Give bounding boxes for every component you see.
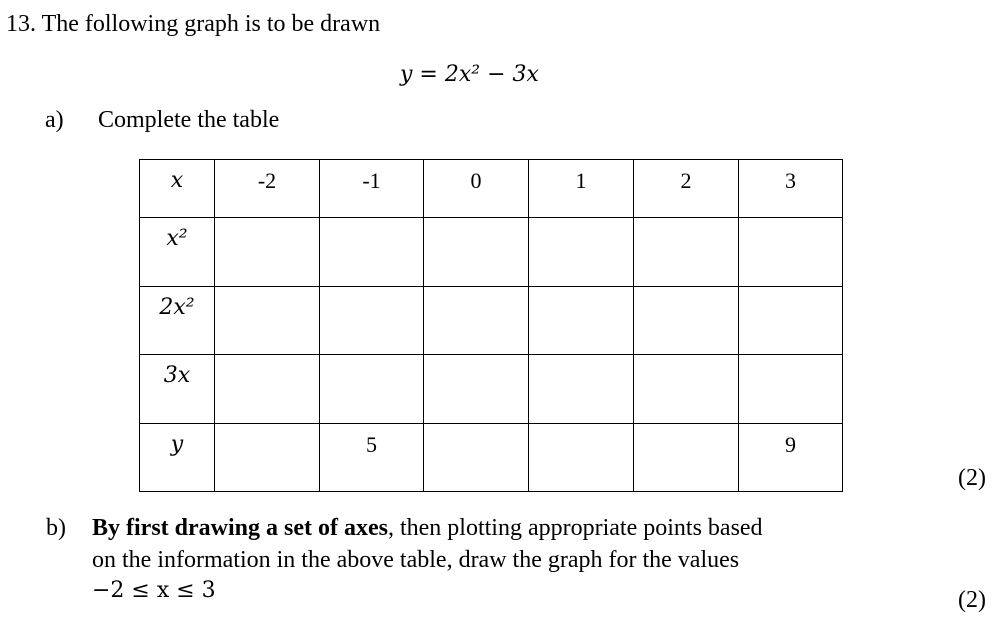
part-a-instruction: Complete the table [98,107,280,133]
question-heading: 13. The following graph is to be drawn [6,11,381,37]
table-cell [529,160,634,218]
table-body [140,160,843,492]
table-cell [320,424,424,492]
cell-value [320,218,423,226]
table-cell [634,287,739,355]
cell-value [634,218,738,226]
row-label-cell [140,287,215,355]
table-row [140,355,843,424]
table-row [140,424,843,492]
row-label-cell [140,424,215,492]
part-b-bold-text: By first drawing a set of axes [92,515,388,541]
equation: y = 2x² − 3x [400,62,539,87]
row-label-cell [140,218,215,287]
cell-value [634,287,738,295]
cell-value [215,287,319,295]
table-cell [634,160,739,218]
cell-value: 1 [575,168,587,193]
table-cell [424,287,529,355]
cell-value [529,218,633,226]
part-b-line-2: on the information in the above table, draw the graph for the values [92,547,740,573]
table-cell [424,355,529,424]
cell-value [529,355,633,363]
table-cell [424,160,529,218]
table-cell [529,287,634,355]
cell-value [215,218,319,226]
part-b-range: −2 ≤ x ≤ 3 [92,578,216,603]
table-row [140,287,843,355]
part-a-marks: (2) [958,465,986,491]
table-cell [215,160,320,218]
cell-value [739,218,842,226]
cell-value [215,355,319,363]
table-cell [739,218,843,287]
table-cell [634,424,739,492]
table-cell [320,218,424,287]
cell-value [424,287,528,295]
table-cell [529,355,634,424]
table-cell [215,355,320,424]
cell-value [424,218,528,226]
row-label: x² [166,226,188,251]
part-b-letter: b) [46,515,66,541]
cell-value: -1 [362,168,381,193]
cell-value [424,424,528,432]
cell-value: 3 [785,168,796,193]
table-row [140,218,843,287]
value-table [139,159,843,492]
table-cell [739,287,843,355]
table-cell [424,424,529,492]
cell-value: 5 [366,432,377,457]
table-row [140,160,843,218]
table-cell [739,355,843,424]
cell-value [739,355,842,363]
cell-value [529,424,633,432]
cell-value [320,355,423,363]
table-cell [215,287,320,355]
cell-value [215,424,319,432]
cell-value [634,355,738,363]
cell-value: 0 [470,168,482,193]
table-cell [529,218,634,287]
part-b-text-rest: , then plotting appropriate points based [387,515,763,541]
cell-value [739,287,842,295]
cell-value [529,287,633,295]
table-cell [529,424,634,492]
table-cell [320,160,424,218]
table-cell [320,287,424,355]
cell-value: 2 [680,168,692,193]
row-label: x [170,168,184,193]
table-cell [634,355,739,424]
table-cell [215,424,320,492]
part-b-marks: (2) [958,587,986,613]
part-b-line-1 [92,514,763,542]
cell-value [320,287,423,295]
table-cell [739,160,843,218]
row-label: 3x [163,363,191,388]
row-label: y [170,432,184,457]
row-label-cell [140,160,215,218]
cell-value [634,424,738,432]
table-cell [739,424,843,492]
row-label-cell [140,355,215,424]
table-cell [215,218,320,287]
table-cell [424,218,529,287]
cell-value [424,355,528,363]
part-a-letter: a) [45,107,64,133]
cell-value: -2 [257,168,277,193]
table-cell [634,218,739,287]
cell-value: 9 [785,432,796,457]
row-label: 2x² [159,295,195,320]
table-cell [320,355,424,424]
